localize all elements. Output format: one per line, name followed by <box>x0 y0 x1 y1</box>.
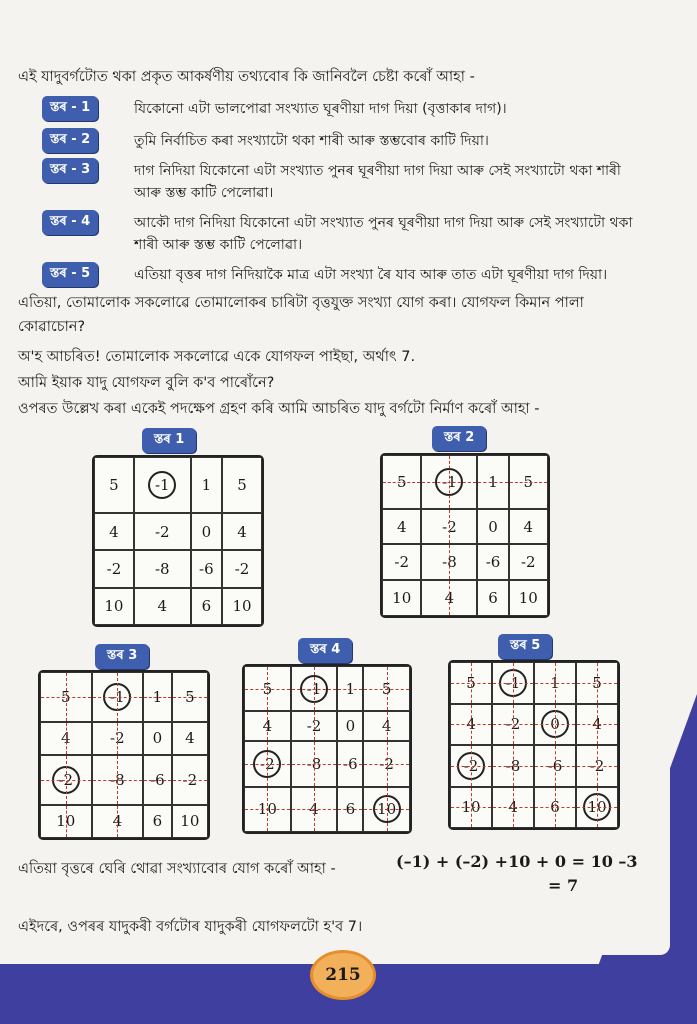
cell-number: 5 <box>185 687 195 706</box>
grid-cell <box>191 457 222 513</box>
cell-number: -6 <box>150 770 165 789</box>
cell-number: -2 <box>106 559 122 578</box>
cell-number: -2 <box>379 755 394 774</box>
step-1 <box>42 96 507 121</box>
grid-cell <box>509 580 548 616</box>
grid-cell <box>477 580 508 616</box>
magic-square-step-1 <box>92 455 264 627</box>
grid-cell <box>222 457 262 513</box>
grid-row <box>244 741 410 786</box>
cell-number: 4 <box>309 800 319 819</box>
cell-number: -2 <box>234 559 250 578</box>
cell-number: -8 <box>442 553 457 572</box>
grid-cell <box>382 455 421 509</box>
cell-number: 0 <box>488 517 498 536</box>
circled-number: -1 <box>148 471 176 499</box>
page-number: 215 <box>310 950 376 1000</box>
paragraph-3: আমি ইয়াক যাদু যোগফল বুলি ক'ব পাৰোঁনে? <box>18 375 275 391</box>
grid-row <box>450 704 618 746</box>
cell-number: -6 <box>343 755 358 774</box>
cell-number: 5 <box>109 476 119 494</box>
cell-number: -2 <box>520 553 536 572</box>
grid-row <box>94 457 262 513</box>
grid-cell <box>337 666 363 711</box>
grid-cell <box>134 513 191 550</box>
step-2 <box>42 128 489 153</box>
grid-cell <box>244 666 291 711</box>
grid-cell <box>477 509 508 545</box>
grid-cell <box>492 745 534 787</box>
step-text: দাগ নিদিয়া যিকোনো এটা সংখ্যাত পুনৰ ঘূৰণীয়া দাগ দিয়া আৰু সেই সংখ্যাটো থকা শাৰী আৰু স্তম্ভ কাটি পেলোৱা। <box>134 163 621 201</box>
circled-number: -1 <box>103 683 131 711</box>
grid-1-label: স্তৰ 1 <box>142 428 196 453</box>
cell-number: 0 <box>345 717 356 736</box>
grid-cell <box>477 544 508 580</box>
cell-number: -8 <box>154 559 170 578</box>
cell-number: 0 <box>152 729 163 748</box>
step-3 <box>42 158 621 201</box>
grid-cell <box>291 741 338 786</box>
grid-row <box>94 588 262 625</box>
grid-cell <box>244 711 291 741</box>
cell-number: -6 <box>199 559 214 578</box>
step-badge: স্তৰ - 4 <box>42 210 98 235</box>
grid-cell <box>40 672 92 722</box>
cell-number: 4 <box>237 522 247 541</box>
circled-number: -2 <box>253 750 281 778</box>
grid-cell <box>576 745 618 787</box>
cell-number: -6 <box>547 756 563 775</box>
cell-number: 5 <box>61 687 71 706</box>
cell-number: 4 <box>109 522 119 541</box>
grid-cell <box>143 755 172 805</box>
magic-square-step-5 <box>448 660 620 830</box>
grid-cell <box>421 509 477 545</box>
grid-row <box>450 662 618 704</box>
grid-3-label: স্তৰ 3 <box>95 644 149 669</box>
grid-cell <box>92 755 144 805</box>
grid-cell <box>337 711 363 741</box>
grid-cell <box>509 509 548 545</box>
grid-cell <box>492 704 534 746</box>
cell-number: 5 <box>592 673 602 692</box>
intro-text: এই যাদুবৰ্গটোত থকা প্ৰকৃত আকৰ্ষণীয় তথ্যবোৰ কি জানিবলৈ চেষ্টা কৰোঁ আহা - <box>18 69 475 85</box>
grid-cell <box>363 787 410 832</box>
cell-number: -2 <box>394 553 410 572</box>
grid-cell <box>450 745 492 787</box>
grid-cell <box>509 455 548 509</box>
grid-cell <box>492 662 534 704</box>
step-text: যিকোনো এটা ভালপোৱা সংখ্যাত ঘূৰণীয়া দাগ দিয়া (বৃত্তাকাৰ দাগ)। <box>134 101 507 117</box>
cell-number: -8 <box>505 756 521 775</box>
step-text: তুমি নিৰ্বাচিত কৰা সংখ্যাটো থকা শাৰী আৰু স্তম্ভবোৰ কাটি দিয়া। <box>134 133 489 149</box>
cell-number: 5 <box>466 673 476 692</box>
grid-cell <box>92 672 144 722</box>
cell-number: 4 <box>262 717 273 736</box>
circled-number: -1 <box>499 669 527 697</box>
paragraph-1b: কোৱাচোন? <box>18 319 86 335</box>
cell-number: 4 <box>396 517 407 536</box>
cell-number: 10 <box>392 589 412 608</box>
grid-cell <box>576 787 618 829</box>
cell-number: 4 <box>112 812 123 831</box>
grid-cell <box>382 509 421 545</box>
step-text: আকৌ দাগ নিদিয়া যিকোনো এটা সংখ্যাত পুনৰ ঘূৰণীয়া দাগ দিয়া আৰু সেই সংখ্যাটো থকা শাৰী আৰু স্তম্ভ কাটি পেলোৱা। <box>134 215 633 253</box>
conclusion-text: এইদৰে, ওপৰৰ যাদুকৰী বৰ্গটোৰ যাদুকৰী যোগফলটো হ'ব 7। <box>18 919 363 935</box>
step-4 <box>42 210 633 253</box>
cell-number: 10 <box>518 589 538 608</box>
grid-cell <box>337 741 363 786</box>
grid-cell <box>421 580 477 616</box>
grid-row <box>382 509 548 545</box>
grid-cell <box>191 550 222 587</box>
grid-cell <box>143 722 172 755</box>
cell-number: 4 <box>185 729 195 748</box>
grid-cell <box>92 805 144 838</box>
grid-cell <box>534 787 576 829</box>
cell-number: 1 <box>201 476 212 494</box>
grid-cell <box>291 666 338 711</box>
grid-row <box>382 544 548 580</box>
grid-cell <box>244 741 291 786</box>
grid-cell <box>94 457 134 513</box>
magic-square-step-3 <box>38 670 210 840</box>
cell-number: 10 <box>104 597 124 616</box>
grid-cell <box>40 805 92 838</box>
cell-number: 10 <box>257 800 277 819</box>
cell-number: 5 <box>523 472 534 491</box>
cell-number: 6 <box>201 597 212 616</box>
step-5 <box>42 262 608 287</box>
cell-number: 10 <box>461 798 481 817</box>
grid-row <box>244 711 410 741</box>
grid-cell <box>134 457 191 513</box>
grid-row <box>40 672 208 722</box>
grid-row <box>40 755 208 805</box>
cell-number: 5 <box>237 476 247 494</box>
grid-cell <box>172 805 208 838</box>
grid-row <box>94 550 262 587</box>
cell-number: 10 <box>232 597 252 616</box>
grid-cell <box>534 704 576 746</box>
grid-cell <box>363 741 410 786</box>
grid-cell <box>421 455 477 509</box>
grid-row <box>244 666 410 711</box>
cell-number: 4 <box>466 715 476 734</box>
grid-4-label: স্তৰ 4 <box>298 638 352 663</box>
grid-row <box>40 805 208 838</box>
circled-number: -1 <box>300 675 328 703</box>
grid-cell <box>94 588 134 625</box>
step-badge: স্তৰ - 3 <box>42 158 98 183</box>
circled-number: -2 <box>457 752 485 780</box>
grid-row <box>450 787 618 829</box>
grid-cell <box>450 704 492 746</box>
circled-number: 0 <box>541 710 569 738</box>
sum-text: এতিয়া বৃত্তৰে ঘেৰি থোৱা সংখ্যাবোৰ যোগ কৰোঁ আহা - <box>18 861 336 877</box>
paragraph-1: এতিয়া, তোমালোক সকলোৱে তোমালোকৰ চাৰিটা বৃত্তযুক্ত সংখ্যা যোগ কৰা। যোগফল কিমান পালা <box>18 295 584 311</box>
cell-number: -2 <box>589 756 605 775</box>
cell-number: 10 <box>180 812 200 831</box>
sum-result: = 7 <box>548 876 579 895</box>
circled-number: -2 <box>52 766 80 794</box>
sum-equation: (–1) + (–2) +10 + 0 = 10 –3 <box>396 852 638 871</box>
grid-cell <box>222 550 262 587</box>
cell-number: 4 <box>508 798 518 817</box>
cell-number: 1 <box>488 472 498 491</box>
grid-cell <box>94 550 134 587</box>
grid-cell <box>450 787 492 829</box>
grid-cell <box>40 755 92 805</box>
grid-cell <box>222 513 262 550</box>
cell-number: -2 <box>110 729 125 748</box>
cell-number: 10 <box>56 812 76 831</box>
grid-row <box>244 787 410 832</box>
grid-cell <box>363 666 410 711</box>
grid-cell <box>191 588 222 625</box>
circled-number: 10 <box>373 795 401 823</box>
grid-cell <box>134 550 191 587</box>
grid-cell <box>172 672 208 722</box>
grid-row <box>382 455 548 509</box>
grid-2-label: স্তৰ 2 <box>432 426 486 451</box>
grid-cell <box>244 787 291 832</box>
grid-cell <box>291 711 338 741</box>
grid-cell <box>382 544 421 580</box>
grid-cell <box>143 805 172 838</box>
grid-row <box>382 580 548 616</box>
step-badge: স্তৰ - 1 <box>42 96 98 121</box>
grid-row <box>450 745 618 787</box>
grid-cell <box>576 662 618 704</box>
cell-number: 4 <box>444 589 455 608</box>
cell-number: 5 <box>262 679 273 698</box>
cell-number: 4 <box>157 597 168 616</box>
cell-number: -6 <box>485 553 501 572</box>
magic-square-step-4 <box>242 664 412 834</box>
grid-cell <box>421 544 477 580</box>
grid-cell <box>172 755 208 805</box>
grid-cell <box>92 722 144 755</box>
cell-number: 6 <box>488 589 498 608</box>
cell-number: 4 <box>592 715 602 734</box>
magic-square-step-2 <box>380 453 550 618</box>
grid-cell <box>363 711 410 741</box>
grid-cell <box>534 662 576 704</box>
cell-number: 4 <box>61 729 71 748</box>
step-badge: স্তৰ - 2 <box>42 128 98 153</box>
cell-number: 6 <box>345 800 356 819</box>
cell-number: 5 <box>396 472 407 491</box>
cell-number: 4 <box>523 517 534 536</box>
paragraph-4: ওপৰত উল্লেখ কৰা একেই পদক্ষেপ গ্ৰহণ কৰি আমি আচৰিত যাদু বৰ্গটো নিৰ্মাণ কৰোঁ আহা - <box>18 401 540 417</box>
grid-cell <box>534 745 576 787</box>
grid-row <box>40 722 208 755</box>
cell-number: -2 <box>306 717 322 736</box>
grid-5-label: স্তৰ 5 <box>498 634 552 659</box>
grid-cell <box>222 588 262 625</box>
grid-cell <box>94 513 134 550</box>
cell-number: -8 <box>110 770 125 789</box>
grid-cell <box>40 722 92 755</box>
cell-number: 1 <box>345 679 356 698</box>
cell-number: -2 <box>182 770 198 789</box>
cell-number: 6 <box>550 798 560 817</box>
grid-cell <box>143 672 172 722</box>
grid-cell <box>291 787 338 832</box>
grid-row <box>94 513 262 550</box>
cell-number: 5 <box>381 679 392 698</box>
cell-number: -2 <box>154 522 170 541</box>
grid-cell <box>576 704 618 746</box>
paragraph-2: অ'হ আচৰিত! তোমালোক সকলোৱে একে যোগফল পাইছা, অৰ্থাৎ 7. <box>18 349 416 365</box>
grid-cell <box>492 787 534 829</box>
circled-number: -1 <box>435 468 463 496</box>
cell-number: 4 <box>381 717 392 736</box>
grid-cell <box>337 787 363 832</box>
cell-number: 1 <box>550 673 560 692</box>
grid-cell <box>191 513 222 550</box>
cell-number: 0 <box>201 522 212 541</box>
cell-number: -2 <box>505 715 521 734</box>
grid-cell <box>134 588 191 625</box>
grid-cell <box>477 455 508 509</box>
cell-number: -2 <box>442 517 457 536</box>
grid-cell <box>509 544 548 580</box>
circled-number: 10 <box>583 793 611 821</box>
cell-number: 6 <box>152 812 163 831</box>
step-text: এতিয়া বৃত্তৰ দাগ নিদিয়াকৈ মাত্ৰ এটা সংখ্যা ৰৈ যাব আৰু তাত এটা ঘূৰণীয়া দাগ দিয়া। <box>134 267 608 283</box>
grid-cell <box>382 580 421 616</box>
cell-number: -8 <box>306 755 322 774</box>
grid-cell <box>172 722 208 755</box>
cell-number: 1 <box>152 687 163 706</box>
grid-cell <box>450 662 492 704</box>
step-badge: স্তৰ - 5 <box>42 262 98 287</box>
